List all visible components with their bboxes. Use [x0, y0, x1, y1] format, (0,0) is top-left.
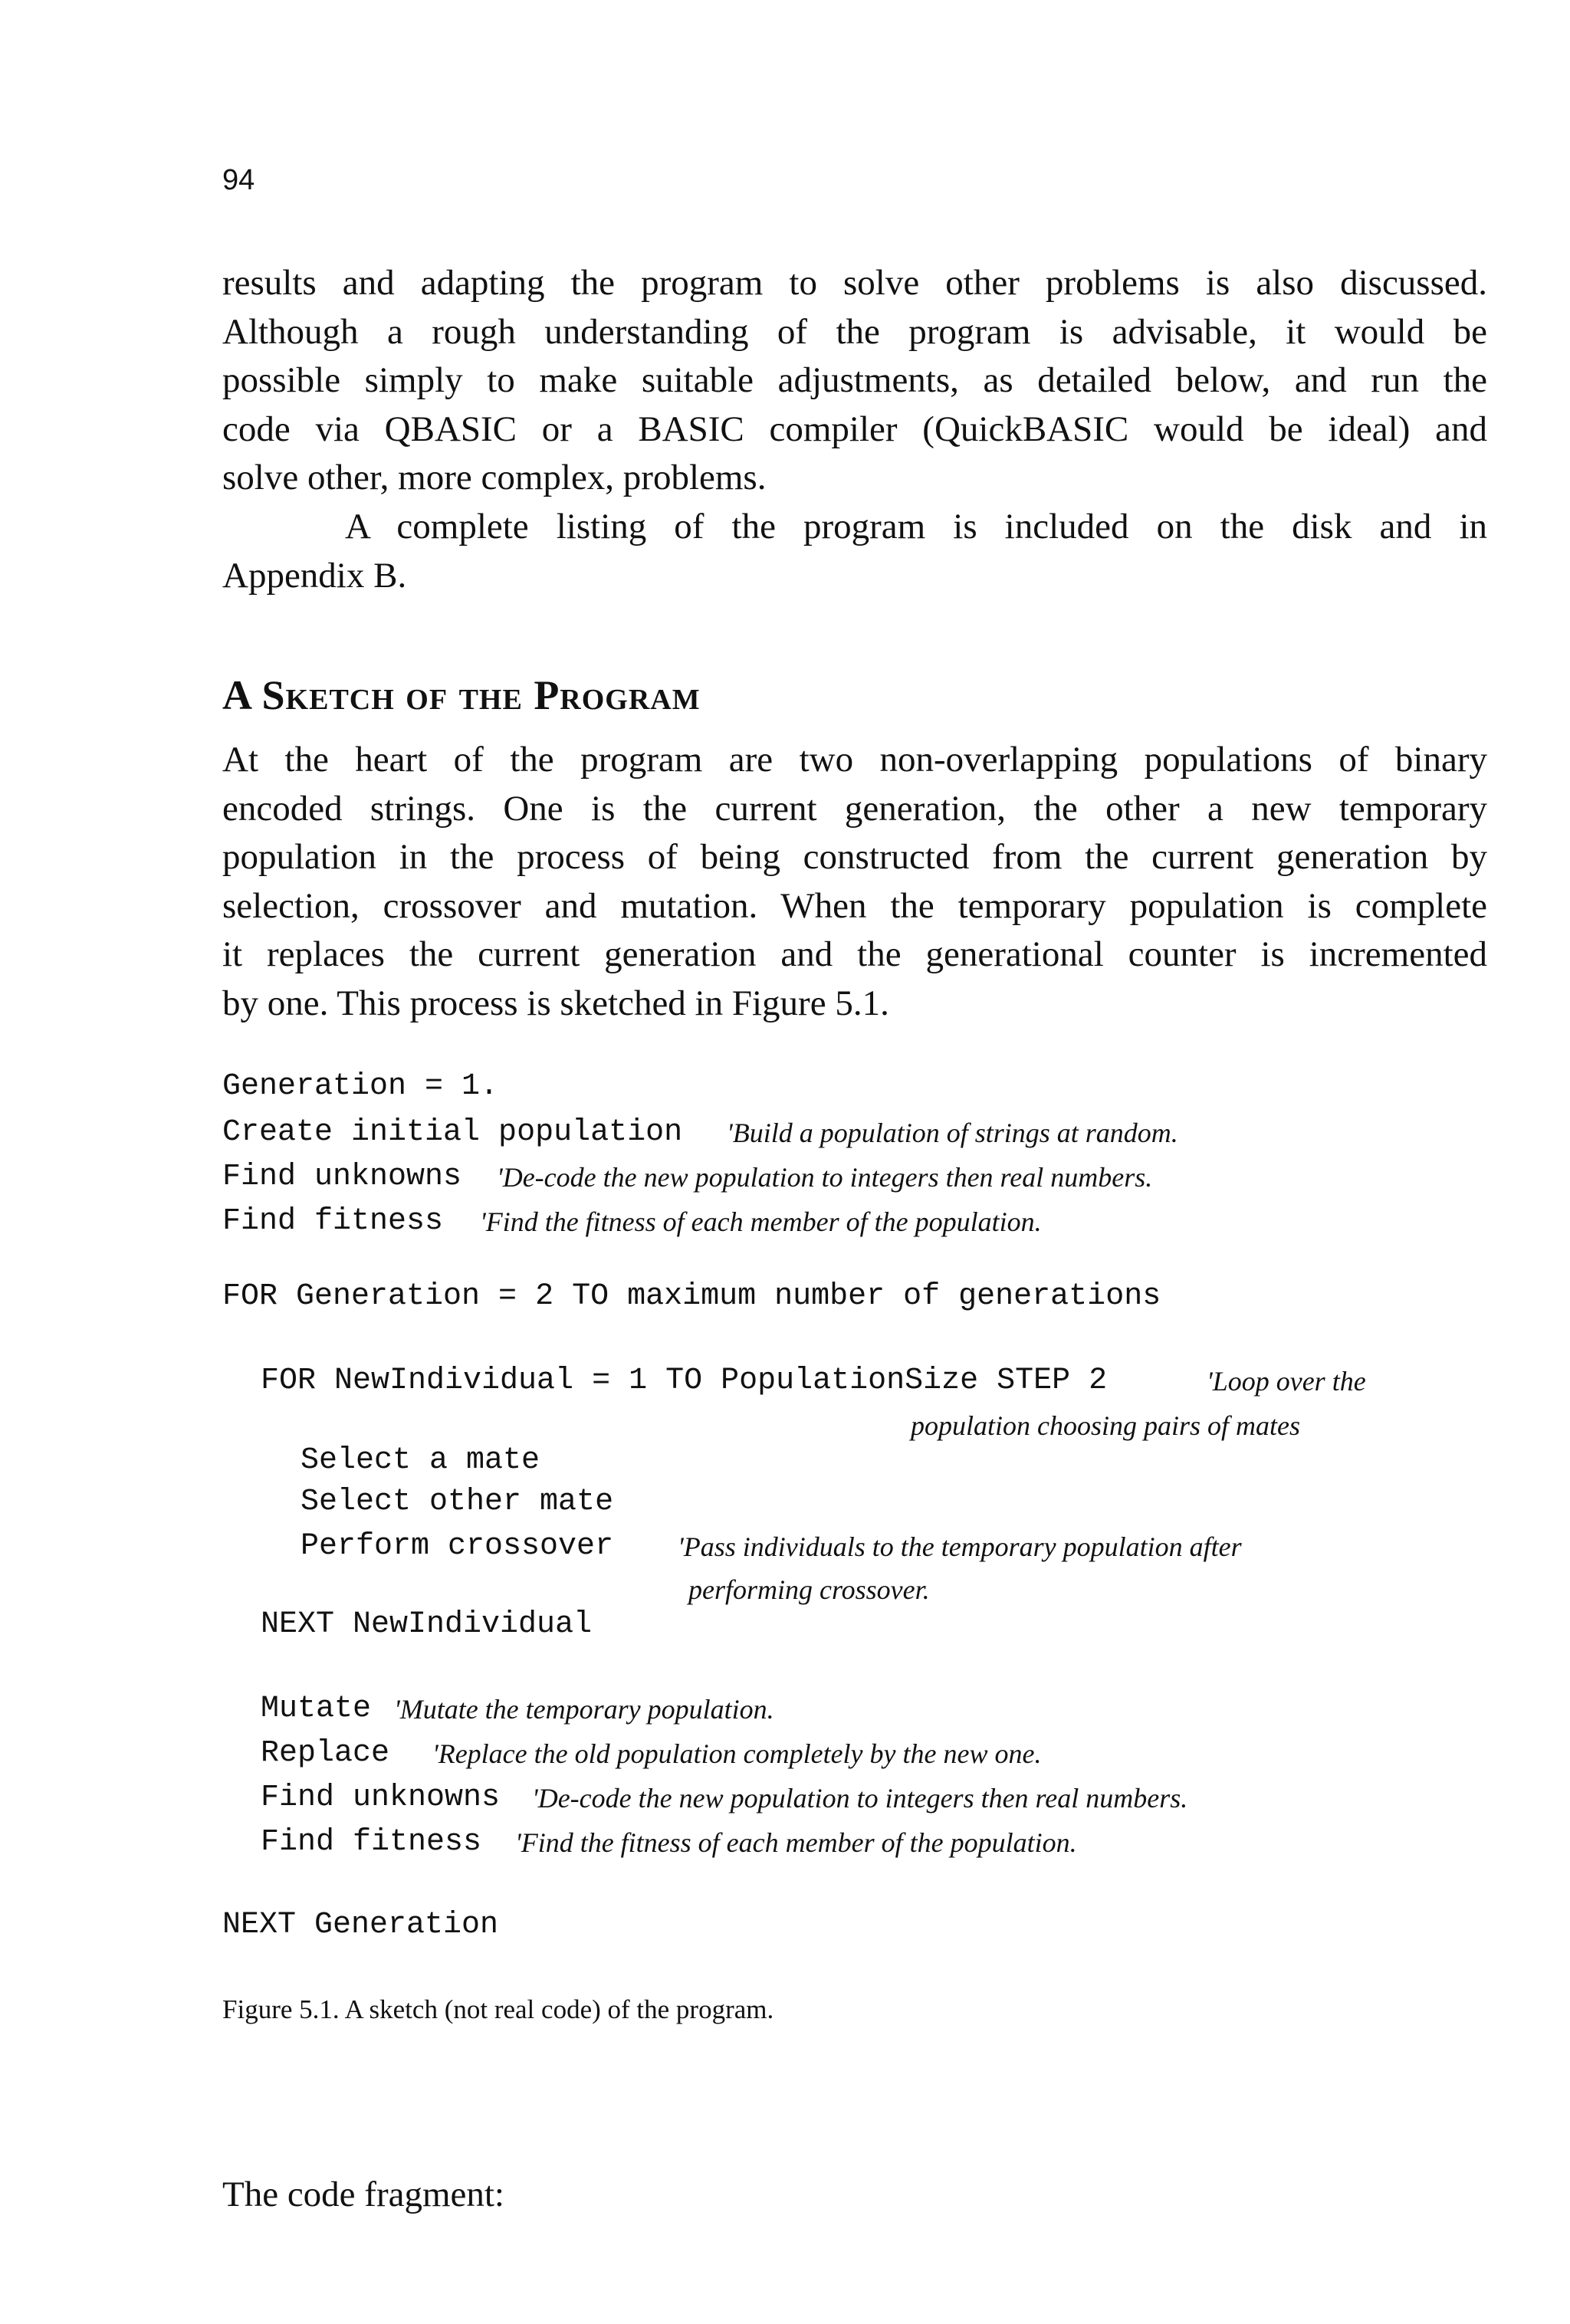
comment-find-fitness-2: 'Find the fitness of each member of the population.	[515, 1827, 1077, 1858]
code-generation-init: Generation = 1.	[222, 1069, 499, 1104]
section-heading: A Sketch of the Program	[222, 672, 701, 718]
code-next-individual: NEXT NewIndividual	[261, 1607, 593, 1642]
page-number: 94	[222, 164, 255, 196]
text-line: Appendix B.	[222, 555, 407, 596]
figure-caption: Figure 5.1. A sketch (not real code) of the program.	[222, 1994, 774, 2024]
text-line: population in the process of being constructed from the current generation by	[222, 837, 1487, 877]
code-select-mate: Select a mate	[301, 1443, 540, 1478]
intro-paragraph	[222, 259, 1487, 503]
code-find-unknowns-2: Find unknowns	[261, 1781, 501, 1815]
text-line: selection, crossover and mutation. When the temporary population is complete	[222, 885, 1487, 926]
comment-inner-loop-1: 'Loop over the	[1207, 1366, 1366, 1397]
sketch-paragraph	[222, 736, 1487, 1028]
comment-find-unknowns-2: 'De-code the new population to integers then real numbers.	[532, 1783, 1188, 1814]
appendix-paragraph	[222, 503, 1487, 600]
code-mutate: Mutate	[261, 1692, 372, 1726]
code-create-population: Create initial population	[222, 1115, 683, 1150]
text-line: At the heart of the program are two non-overlapping populations of binary	[222, 740, 1487, 780]
comment-replace: 'Replace the old population completely by the new one.	[432, 1738, 1042, 1769]
code-find-fitness-2: Find fitness	[261, 1825, 482, 1860]
code-perform-crossover: Perform crossover	[301, 1529, 614, 1564]
code-inner-loop: FOR NewIndividual = 1 TO PopulationSize STEP 2	[261, 1364, 1108, 1398]
text-line: A complete listing of the program is included on the disk and in	[345, 507, 1487, 547]
comment-crossover-2: performing crossover.	[688, 1574, 930, 1605]
text-line: results and adapting the program to solve other problems is also discussed.	[222, 263, 1487, 303]
text-line: encoded strings. One is the current generation, the other a new temporary	[222, 788, 1487, 829]
code-select-other-mate: Select other mate	[301, 1485, 614, 1519]
comment-inner-loop-2: population choosing pairs of mates	[911, 1410, 1301, 1441]
text-line: it replaces the current generation and the generational counter is incremented	[222, 934, 1487, 974]
code-replace: Replace	[261, 1736, 390, 1771]
code-find-fitness: Find fitness	[222, 1204, 444, 1239]
text-line: by one. This process is sketched in Figure 5.1.	[222, 983, 889, 1023]
comment-mutate: 'Mutate the temporary population.	[394, 1694, 774, 1725]
comment-find-fitness: 'Find the fitness of each member of the population.	[480, 1206, 1042, 1237]
code-next-generation: NEXT Generation	[222, 1908, 499, 1942]
comment-crossover-1: 'Pass individuals to the temporary population after	[678, 1531, 1242, 1562]
code-fragment-label: The code fragment:	[222, 2175, 504, 2214]
code-outer-loop: FOR Generation = 2 TO maximum number of generations	[222, 1279, 1161, 1314]
comment-create-population: 'Build a population of strings at random.	[727, 1118, 1178, 1148]
text-line: code via QBASIC or a BASIC compiler (QuickBASIC would be ideal) and	[222, 409, 1487, 449]
comment-find-unknowns: 'De-code the new population to integers then real numbers.	[497, 1162, 1153, 1193]
text-line: Although a rough understanding of the program is advisable, it would be	[222, 311, 1487, 352]
code-find-unknowns: Find unknowns	[222, 1160, 462, 1194]
text-line: solve other, more complex, problems.	[222, 458, 767, 497]
text-line: possible simply to make suitable adjustments, as detailed below, and run the	[222, 360, 1487, 400]
